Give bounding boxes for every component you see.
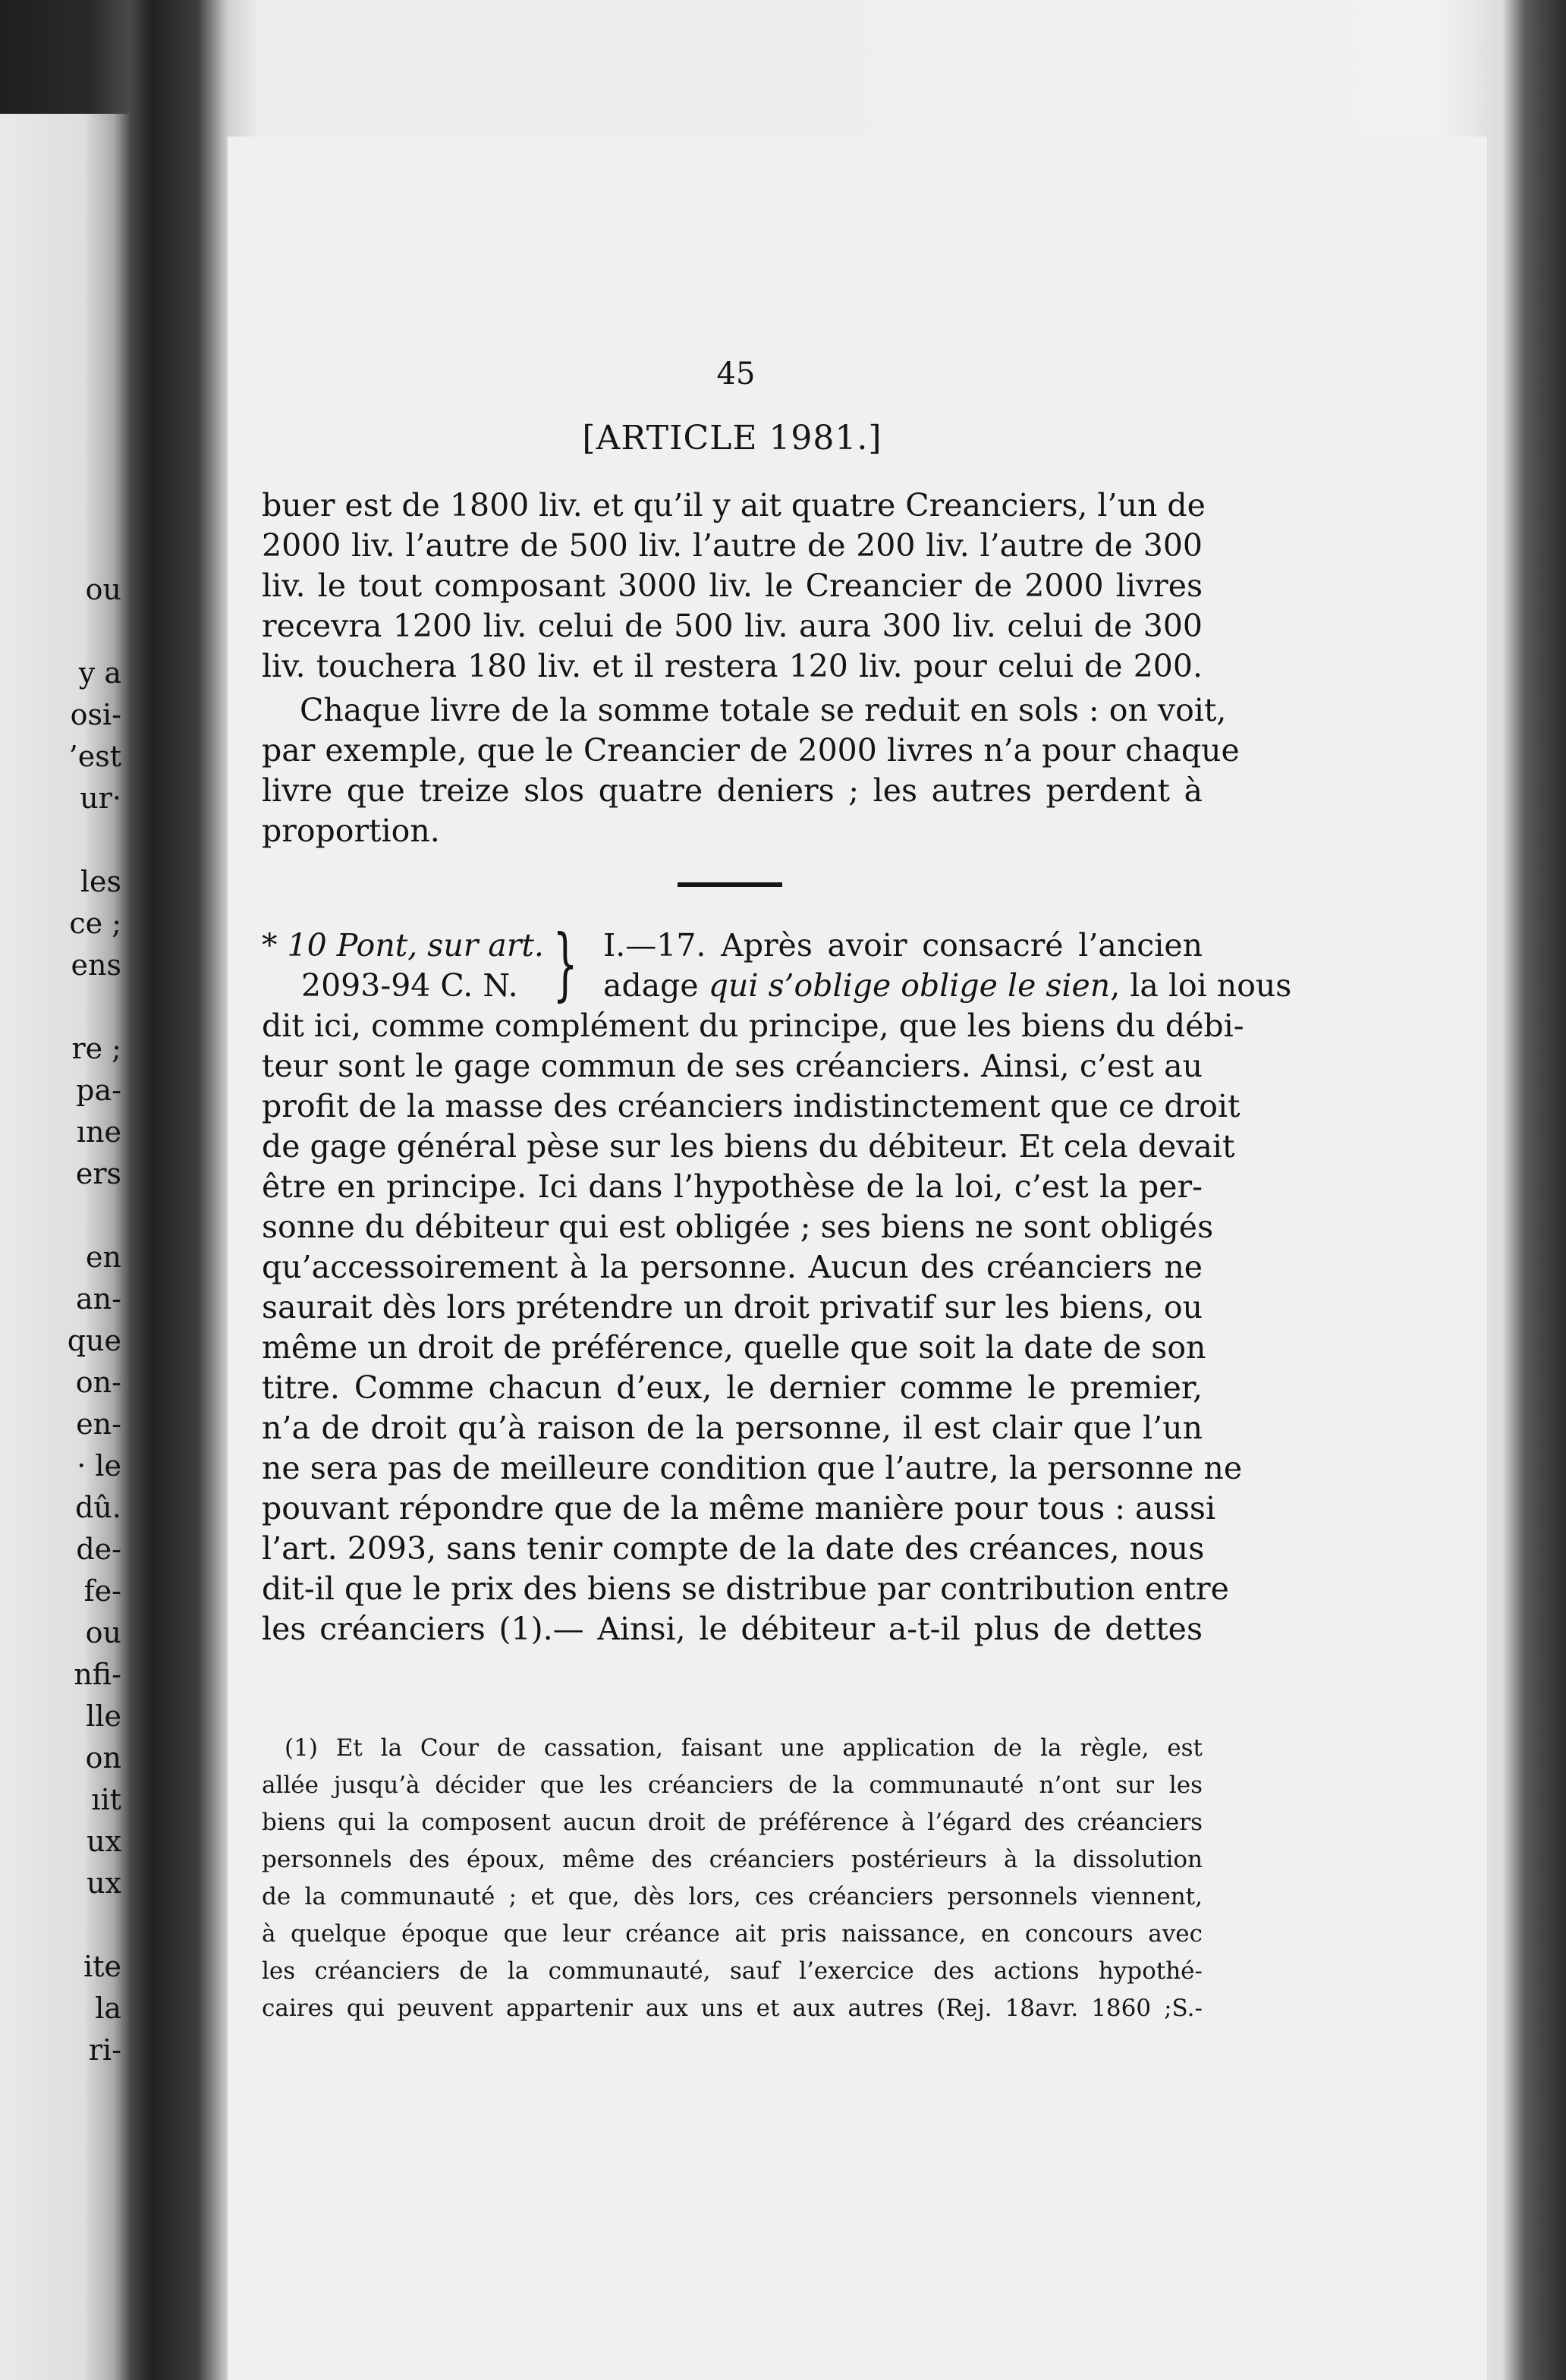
adjacent-page-fragment: ıne — [76, 1115, 121, 1149]
paragraph-3-head-line-2: adage qui s’oblige oblige le sien, la loi nous — [603, 967, 1292, 1004]
adjacent-page-fragment: fe- — [83, 1574, 121, 1608]
adjacent-page-fragment: on — [85, 1741, 121, 1775]
adjacent-page-fragment: pa- — [76, 1074, 121, 1107]
adjacent-page-fragment: ce ; — [69, 907, 121, 940]
page-number: 45 — [716, 357, 756, 391]
adjacent-page-fragment: que — [67, 1324, 121, 1357]
text-line: par exemple, que le Creancier de 2000 livres n’a pour chaque — [262, 732, 1240, 769]
footnote-line: à quelque époque que leur créance ait pris naissance, en concours avec — [262, 1920, 1203, 1948]
section-divider — [678, 882, 782, 887]
adjacent-page-fragment: ri- — [88, 2033, 121, 2067]
margin-note-text: * 10 Pont, sur art. — [262, 927, 544, 964]
footnote-line: (1) Et la Cour de cassation, faisant une application de la règle, est — [285, 1734, 1203, 1762]
margin-note-line-2: 2093-94 C. N. — [301, 967, 518, 1004]
adjacent-page-fragment: ux — [86, 1866, 121, 1900]
text-line: dit-il que le prix des biens se distribue par contribution entre — [262, 1570, 1229, 1607]
text-line: proportion. — [262, 813, 440, 849]
adjacent-page-fragments — [0, 569, 121, 2071]
text-line: livre que treize slos quatre deniers ; les autres perdent à — [262, 772, 1203, 809]
text-line: saurait dès lors prétendre un droit privatif sur les biens, ou — [262, 1289, 1203, 1325]
adjacent-page-fragment — [0, 611, 121, 652]
adjacent-page-fragment — [0, 819, 121, 861]
paragraph-3 — [262, 1006, 1244, 1649]
adjacent-page-fragment: ite — [83, 1950, 121, 1983]
text-line: ne sera pas de meilleure condition que l’autre, la personne ne — [262, 1450, 1243, 1486]
adjacent-page-fragment: en — [86, 1240, 121, 1274]
adjacent-page-fragment — [0, 1195, 121, 1237]
text-line: recevra 1200 liv. celui de 500 liv. aura 300 liv. celui de 300 — [262, 608, 1203, 644]
adjacent-page-fragment: en- — [76, 1407, 121, 1441]
text-line: titre. Comme chacun d’eux, le dernier comme le premier, — [262, 1369, 1203, 1406]
adjacent-page-fragment: on- — [75, 1366, 121, 1399]
text-line: être en principe. Ici dans l’hypothèse de la loi, c’est la per- — [262, 1168, 1203, 1205]
adjacent-page-fragment: osi- — [70, 698, 121, 731]
margin-note-line-1 — [262, 926, 565, 966]
adjacent-page-fragment: ux — [86, 1825, 121, 1858]
text-line: liv. touchera 180 liv. et il restera 120 liv. pour celui de 200. — [262, 648, 1203, 684]
footnote-line: allée jusqu’à décider que les créanciers de la communauté n’ont sur les — [262, 1772, 1203, 1799]
adjacent-page-fragment: y a — [78, 656, 121, 690]
text-line: pouvant répondre que de la même manière pour tous : aussi — [262, 1490, 1216, 1526]
paragraph-1 — [262, 486, 1206, 687]
text-line: les créanciers (1).— Ainsi, le débiteur a-t-il plus de dettes — [262, 1611, 1203, 1647]
adjacent-page-fragment: dû. — [75, 1491, 121, 1524]
text-line: profit de la masse des créanciers indistinctement que ce droit — [262, 1088, 1241, 1124]
adjacent-page-fragment: ers — [75, 1157, 121, 1190]
adjacent-page-fragment: ou — [85, 1616, 121, 1649]
footnote-line: personnels des époux, même des créanciers postérieurs à la dissolution — [262, 1846, 1203, 1873]
article-heading: [ARTICLE 1981.] — [582, 419, 882, 457]
adjacent-page-fragment: an- — [76, 1282, 121, 1316]
text-line: teur sont le gage commun de ses créanciers. Ainsi, c’est au — [262, 1048, 1203, 1084]
adjacent-page-fragment: de- — [76, 1533, 121, 1566]
adjacent-page-fragment: ou — [85, 573, 121, 606]
adjacent-page-fragment: ens — [71, 948, 121, 982]
adjacent-page-fragment — [0, 986, 121, 1028]
proverb-text: qui s’oblige oblige le sien — [708, 967, 1111, 1004]
adjacent-page-fragment: · le — [77, 1449, 121, 1482]
footnote-line: caires qui peuvent appartenir aux uns et aux autres (Rej. 18avr. 1860 ;S.- — [262, 1995, 1203, 2022]
adjacent-page-fragment: ’est — [68, 740, 121, 773]
adjacent-page-fragment: ıit — [91, 1783, 121, 1816]
text-line: dit ici, comme complément du principe, que les biens du débi- — [262, 1008, 1244, 1044]
paragraph-2 — [262, 690, 1240, 851]
adjacent-page-fragment: lle — [86, 1699, 121, 1733]
footnote-line: de la communauté ; et que, dès lors, ces créanciers personnels viennent, — [262, 1883, 1203, 1910]
text-line: même un droit de préférence, quelle que soit la date de son — [262, 1329, 1206, 1366]
adjacent-page-fragment: nfi- — [74, 1658, 121, 1691]
footnote-line: biens qui la composent aucun droit de préférence à l’égard des créanciers — [262, 1809, 1203, 1836]
text-line: Chaque livre de la somme totale se reduit en sols : on voit, — [300, 692, 1227, 728]
text-line: buer est de 1800 liv. et qu’il y ait quatre Creanciers, l’un de — [262, 487, 1206, 523]
footnote — [262, 1730, 1203, 2027]
adjacent-page-fragment — [0, 1904, 121, 1946]
brace-glyph: } — [552, 917, 578, 1010]
adjacent-page-fragment: re ; — [71, 1032, 121, 1065]
text-line: qu’accessoirement à la personne. Aucun des créanciers ne — [262, 1249, 1203, 1285]
adjacent-page-fragment: la — [95, 1992, 121, 2025]
adjacent-page-fragment: les — [80, 865, 121, 898]
text-line: de gage général pèse sur les biens du débiteur. Et cela devait — [262, 1128, 1235, 1165]
adjacent-page-fragment: ur· — [80, 781, 121, 815]
text-line: sonne du débiteur qui est obligée ; ses biens ne sont obligés — [262, 1209, 1214, 1245]
paragraph-3-head-line-1: I.—17. Après avoir consacré l’ancien — [603, 927, 1203, 964]
text-line: liv. le tout composant 3000 liv. le Creancier de 2000 livres — [262, 567, 1203, 604]
footnote-line: les créanciers de la communauté, sauf l’exercice des actions hypothé- — [262, 1957, 1203, 1985]
text-line: l’art. 2093, sans tenir compte de la date des créances, nous — [262, 1530, 1205, 1567]
text-line: 2000 liv. l’autre de 500 liv. l’autre de 200 liv. l’autre de 300 — [262, 527, 1203, 564]
text-line: n’a de droit qu’à raison de la personne, il est clair que l’un — [262, 1410, 1203, 1446]
